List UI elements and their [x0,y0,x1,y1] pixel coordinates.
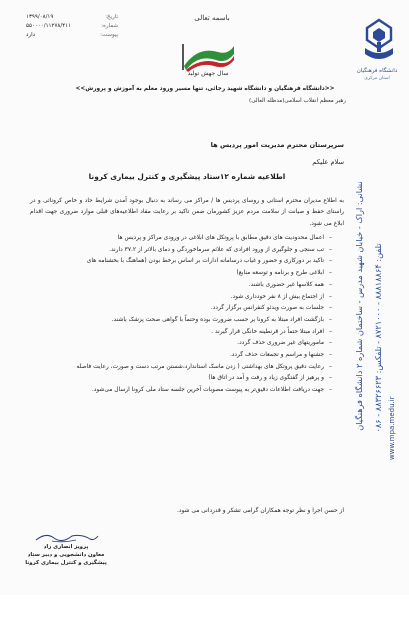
list-item: – همه کلاسها غیر حضوری باشند. [30,280,332,292]
list-item: – اعمال محدودیت های دقیق مطابق با پروتکل های ابلاغی در ورودی مراکز و پردیس ها [30,233,332,245]
meta-value: ۵۵۰۰۰۰/۱۱۲۷۸/۴۱۱ [26,23,72,29]
sidebar-contact: تلفن: ۸۸۸۱۸۸۶۴ - ۸۷۲۱۰۰۰ - تلفکس: ۸۸۳۲۶۶۲۳ - ۰۸۶ [373,243,383,433]
closing-line: از حسن اجرا و نظر توجه همکاران گرامی تشکر و قدردانی می شود. [176,508,344,514]
meta-date-row [26,13,118,22]
year-slogan-text: سال جهش تولید [187,70,229,77]
meta-attachment-row [26,31,118,40]
greeting: سلام علیکم [312,158,344,166]
directive-list [30,233,332,397]
list-item: – و پرهیز از گفتگوی زیاد و رفت و آمد در اتاق ها) [30,373,332,385]
meta-label: تاریخ: [105,14,118,20]
slogan-attribution: رهبر معظم انقلاب اسلامی(مدظله العالی) [249,98,346,104]
meta-value: دارد [26,32,36,38]
letter-meta [26,13,118,40]
signature-icon [32,530,102,544]
slogan-quote: <<دانشگاه فرهنگیان و دانشگاه شهید رجائی، تنها مسیر ورود معلم به آموزش و پرورش>> [75,86,335,92]
list-item: – تاکید بر دورکاری و حضور و غیاب درسامانه ادارات بر اساس برخط بودن (هماهنگ با بخشنامه های [30,256,332,268]
list-item: – جشنها و مراسم و تجمعات حذف گردد. [30,350,332,362]
meta-number-row [26,22,118,31]
list-item: – افراد مبتلا حتماً در قرنطینه خانگی قرار گیرند . [30,327,332,339]
signer-role: معاون دانشجویی و دبیر ستاد [27,552,105,559]
university-province: استان مرکزی [364,76,390,81]
university-name-text: دانشگاه فرهنگیان [356,68,398,74]
list-item: – از اجتماع بیش از ۸ نفر خودداری شود. [30,292,332,304]
basmala: باسمه تعالی [194,14,230,22]
signer-role: پیشگیری و کنترل بیماری کرونا [25,560,107,567]
list-item: – جلسات به صورت ویدئو کنفرانس برگزار گردد. [30,303,332,315]
meta-label: شماره: [101,23,118,29]
letter-intro: به اطلاع مدیران محترم استانی و روسای پردیس ها / مراکز می رساند به دنبال بوجود آمدن شرایط حاد و خاص کرونائی و در راستای حفظ و صیانت از سلامت مردم عزیز کشورمان ضمن تاکید بر رعایت مفاد اطلاعیه‌های قبلی موارد ضروری جهت اقدام ابلاغ می شود. [30,198,344,227]
sidebar-address: نشانی: اراک - خیابان شهید مدرس - ساختمان شماره ۲ دانشگاه فرهنگیان [354,181,364,431]
letter-title: اطلاعیه شماره ۱۲ستاد پیشگیری و کنترل بیماری کرونا [88,172,286,181]
signer-block [22,543,110,568]
list-item: – ماموریتهای غیر ضروری حذف گردد. [30,338,332,350]
recipient: سرپرستان محترم مدیریت امور پردیس ها [210,141,344,149]
list-item: – بازگشت افراد مبتلا به کرونا بر حسب ضرورت بوده وحتماً با گواهی صحت پزشک باشند. [30,315,332,327]
website-link: www.mpa.medu.ir [388,396,396,460]
meta-value: ۱۳۹۹/۰۸/۱۹ [26,14,54,20]
list-item: – رعایت دقیق پروتکل های بهداشتی ( زدن ماسک استاندارد،شستن مرتب دست و صورت، رعایت فاصله [30,362,332,374]
list-item: – تب سنجی و جلوگیری از ورود افرادی که علائم سرماخوردگی و دمای بالاتر از ۳۷.۲ دارند. [30,245,332,257]
flag-icon [178,40,238,72]
year-slogan-badge [178,40,238,84]
meta-label: پیوست: [100,32,118,38]
list-item: – ابلاغی طرح و برنامه و توسعه منابع) [30,268,332,280]
list-item: – جهت دریافت اطلاعات دقیق‌تر به پیوست مصوبات آخرین جلسه ستاد ملی کرونا ارسال می‌شود. [30,385,332,397]
signer-name: پرویز انصاری راد [43,544,89,550]
